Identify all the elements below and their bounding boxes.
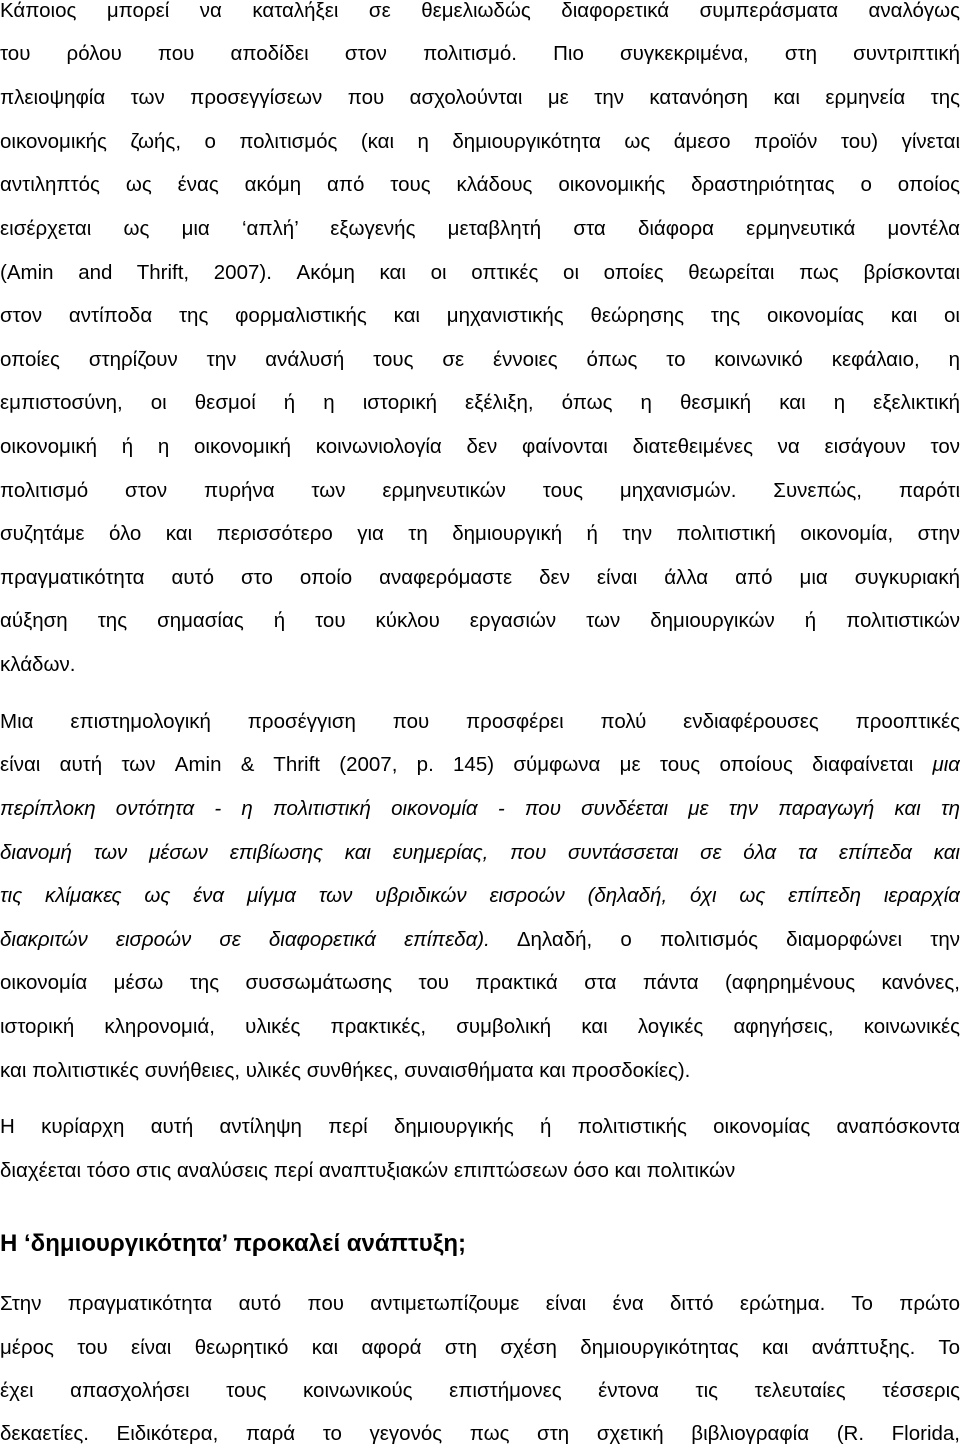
text-line: του ρόλου που αποδίδει στον πολιτισμό. Πιο συγκεκριμένα, στη συντριπτική (0, 42, 960, 65)
text-line: πραγματικότητα αυτό στο οποίο αναφερόμαστε δεν είναι άλλα από μια συγκυριακή (0, 566, 960, 589)
section-heading: Η ‘δημιουργικότητα’ προκαλεί ανάπτυξη; (0, 1230, 467, 1257)
text-line: αύξηση της σημασίας ή του κύκλου εργασιών των δημιουργικών ή πολιτιστικών (0, 609, 960, 632)
quote-run: διακριτών εισροών σε διαφορετικά επίπεδα). (0, 928, 490, 951)
text-line: εισέρχεται ως μια ‘απλή’ εξωγενής μεταβλητή στα διάφορα ερμηνευτικά μοντέλα (0, 217, 960, 240)
text-line: συζητάμε όλο και περισσότερο για τη δημιουργική ή την πολιτιστική οικονομία, στην (0, 522, 960, 545)
quote-line: περίπλοκη οντότητα - η πολιτιστική οικονομία - που συνδέεται με την παραγωγή και τη (0, 797, 960, 820)
quote-line: διανομή των μέσων επιβίωσης και ευημερίας, που συντάσσεται σε όλα τα επίπεδα και (0, 841, 960, 864)
text-line: μέρος του είναι θεωρητικό και αφορά στη σχέση δημιουργικότητας και ανάπτυξης. Το (0, 1336, 960, 1359)
text-line: στον αντίποδα της φορμαλιστικής και μηχανιστικής θεώρησης της οικονομίας και οι (0, 304, 960, 327)
text-line: πλειοψηφία των προσεγγίσεων που ασχολούνται με την κατανόηση και ερμηνεία της (0, 86, 960, 109)
text-line: εμπιστοσύνη, οι θεσμοί ή η ιστορική εξέλιξη, όπως η θεσμική και η εξελικτική (0, 391, 960, 414)
text-line: οικονομική ή η οικονομική κοινωνιολογία δεν φαίνονται διατεθειμένες να εισάγουν τον (0, 435, 960, 458)
text-line: οποίες στηρίζουν την ανάλυσή τους σε έννοιες όπως το κοινωνικό κεφάλαιο, η (0, 348, 960, 371)
text-line: πολιτισμό στον πυρήνα των ερμηνευτικών τους μηχανισμών. Συνεπώς, παρότι (0, 479, 960, 502)
text-line: ιστορική κληρονομιά, υλικές πρακτικές, συμβολική και λογικές αφηγήσεις, κοινωνικές (0, 1015, 960, 1038)
text-line: κλάδων. (0, 653, 76, 676)
text-line: δεκαετίες. Ειδικότερα, παρά το γεγονός πως στη σχετική βιβλιογραφία (R. Florida, (0, 1422, 960, 1445)
quote-run: μια (932, 753, 960, 776)
text-line: έχει απασχολήσει τους κοινωνικούς επιστήμονες έντονα τις τελευταίες τέσσερις (0, 1379, 960, 1402)
text-run: Δηλαδή, ο πολιτισμός διαμορφώνει την (489, 928, 960, 951)
quote-line: τις κλίμακες ως ένα μίγμα των υβριδικών εισροών (δηλαδή, όχι ως επίπεδη ιεραρχία (0, 884, 960, 907)
text-line: οικονομικής ζωής, ο πολιτισμός (και η δημιουργικότητα ως άμεσο προϊόν του) γίνεται (0, 130, 960, 153)
text-line: Η κυρίαρχη αυτή αντίληψη περί δημιουργικής ή πολιτιστικής οικονομίας αναπόσκοντα (0, 1115, 960, 1138)
text-line: διαχέεται τόσο στις αναλύσεις περί αναπτυξιακών επιπτώσεων όσο και πολιτικών (0, 1159, 736, 1182)
text-line (0, 749, 960, 781)
text-run: είναι αυτή των Amin & Thrift (2007, p. 145) σύμφωνα με τους οποίους διαφαίνεται (0, 753, 933, 776)
text-line: Μια επιστημολογική προσέγγιση που προσφέρει πολύ ενδιαφέρουσες προοπτικές (0, 710, 960, 733)
text-line: Στην πραγματικότητα αυτό που αντιμετωπίζουμε είναι ένα διττό ερώτημα. Το πρώτο (0, 1292, 960, 1315)
text-line: (Amin and Thrift, 2007). Ακόμη και οι οπτικές οι οποίες θεωρείται πως βρίσκονται (0, 261, 960, 284)
text-line: και πολιτιστικές συνήθειες, υλικές συνθήκες, συναισθήματα και προσδοκίες). (0, 1059, 691, 1082)
text-line (0, 924, 960, 956)
text-line: οικονομία μέσω της συσσωμάτωσης του πρακτικά στα πάντα (αφηρημένους κανόνες, (0, 971, 960, 994)
text-line: Κάποιος μπορεί να καταλήξει σε θεμελιωδώς διαφορετικά συμπεράσματα αναλόγως (0, 0, 960, 22)
text-line: αντιληπτός ως ένας ακόμη από τους κλάδους οικονομικής δραστηριότητας ο οποίος (0, 173, 960, 196)
